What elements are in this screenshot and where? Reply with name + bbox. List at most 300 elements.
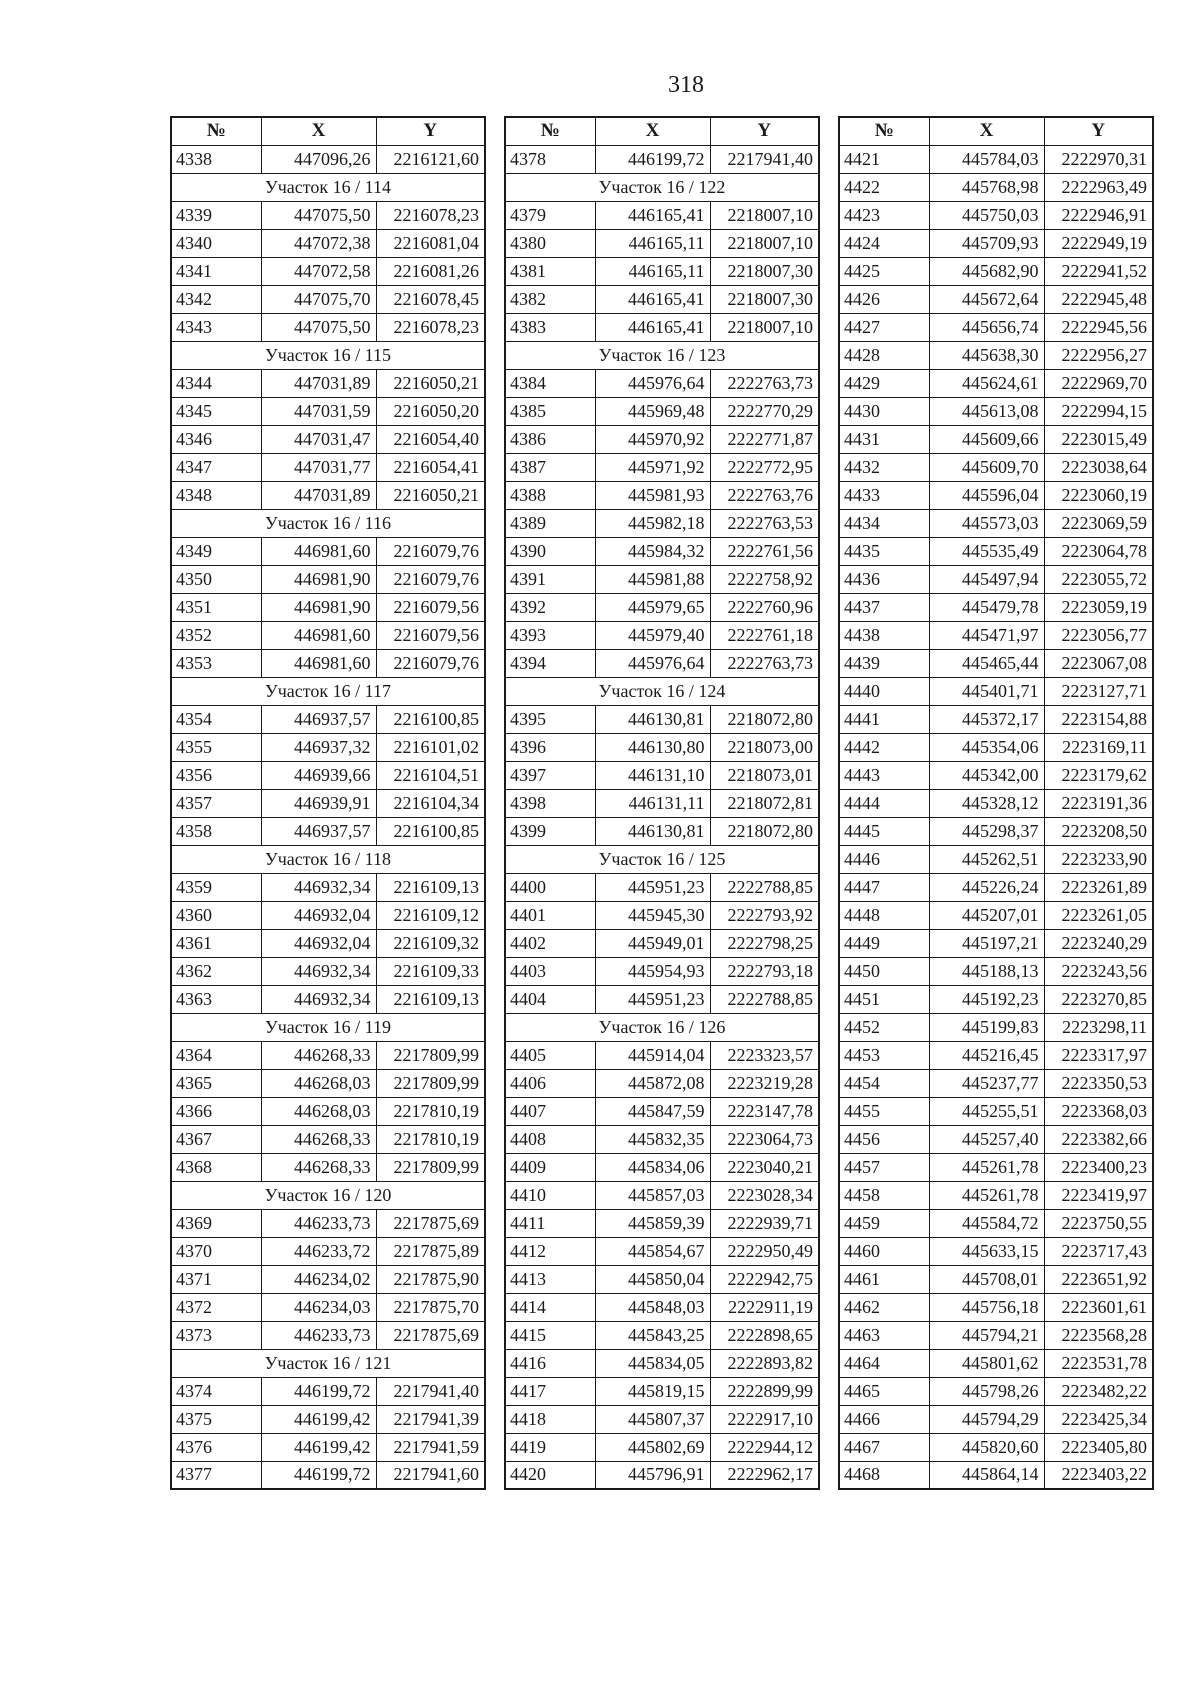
point-number-cell: 4340 xyxy=(171,229,261,257)
y-coordinate-cell: 2216101,02 xyxy=(376,733,485,761)
y-coordinate-cell: 2223208,50 xyxy=(1044,817,1153,845)
point-number-cell: 4362 xyxy=(171,957,261,985)
point-number-cell: 4462 xyxy=(839,1293,929,1321)
table-row xyxy=(839,817,1153,845)
y-coordinate-cell: 2222942,75 xyxy=(710,1265,819,1293)
table-row xyxy=(839,1181,1153,1209)
x-coordinate-cell: 445750,03 xyxy=(929,201,1044,229)
y-coordinate-cell: 2223243,56 xyxy=(1044,957,1153,985)
y-coordinate-cell: 2218007,10 xyxy=(710,229,819,257)
point-number-cell: 4345 xyxy=(171,397,261,425)
x-coordinate-cell: 445633,15 xyxy=(929,1237,1044,1265)
y-coordinate-cell: 2216109,13 xyxy=(376,873,485,901)
point-number-cell: 4385 xyxy=(505,397,595,425)
table-row xyxy=(171,929,485,957)
x-coordinate-cell: 445982,18 xyxy=(595,509,710,537)
header-y: Y xyxy=(710,117,819,145)
table-header-row xyxy=(171,117,485,145)
x-coordinate-cell: 445794,21 xyxy=(929,1321,1044,1349)
x-coordinate-cell: 447072,38 xyxy=(261,229,376,257)
x-coordinate-cell: 445471,97 xyxy=(929,621,1044,649)
table-row xyxy=(839,453,1153,481)
point-number-cell: 4390 xyxy=(505,537,595,565)
point-number-cell: 4369 xyxy=(171,1209,261,1237)
table-row xyxy=(505,1405,819,1433)
header-number: № xyxy=(839,117,929,145)
section-row xyxy=(171,173,485,201)
x-coordinate-cell: 446130,81 xyxy=(595,817,710,845)
x-coordinate-cell: 447075,70 xyxy=(261,285,376,313)
y-coordinate-cell: 2217875,90 xyxy=(376,1265,485,1293)
table-row xyxy=(171,565,485,593)
point-number-cell: 4349 xyxy=(171,537,261,565)
point-number-cell: 4387 xyxy=(505,453,595,481)
table-row xyxy=(839,705,1153,733)
x-coordinate-cell: 447031,89 xyxy=(261,369,376,397)
table-row xyxy=(505,481,819,509)
table-row xyxy=(171,901,485,929)
y-coordinate-cell: 2216050,21 xyxy=(376,481,485,509)
y-coordinate-cell: 2216078,45 xyxy=(376,285,485,313)
point-number-cell: 4388 xyxy=(505,481,595,509)
point-number-cell: 4404 xyxy=(505,985,595,1013)
y-coordinate-cell: 2223482,22 xyxy=(1044,1377,1153,1405)
table-row xyxy=(839,1013,1153,1041)
y-coordinate-cell: 2216104,51 xyxy=(376,761,485,789)
y-coordinate-cell: 2217941,39 xyxy=(376,1405,485,1433)
section-row xyxy=(171,509,485,537)
x-coordinate-cell: 445768,98 xyxy=(929,173,1044,201)
x-coordinate-cell: 445949,01 xyxy=(595,929,710,957)
x-coordinate-cell: 445638,30 xyxy=(929,341,1044,369)
x-coordinate-cell: 446932,34 xyxy=(261,957,376,985)
table-row xyxy=(505,901,819,929)
table-row xyxy=(505,733,819,761)
x-coordinate-cell: 445613,08 xyxy=(929,397,1044,425)
table-row xyxy=(171,1433,485,1461)
point-number-cell: 4384 xyxy=(505,369,595,397)
point-number-cell: 4341 xyxy=(171,257,261,285)
point-number-cell: 4449 xyxy=(839,929,929,957)
table-row xyxy=(171,1097,485,1125)
point-number-cell: 4415 xyxy=(505,1321,595,1349)
table-row xyxy=(505,229,819,257)
x-coordinate-cell: 445479,78 xyxy=(929,593,1044,621)
x-coordinate-cell: 445624,61 xyxy=(929,369,1044,397)
point-number-cell: 4343 xyxy=(171,313,261,341)
x-coordinate-cell: 445257,40 xyxy=(929,1125,1044,1153)
x-coordinate-cell: 445682,90 xyxy=(929,257,1044,285)
table-row xyxy=(505,789,819,817)
point-number-cell: 4409 xyxy=(505,1153,595,1181)
table-row xyxy=(839,1405,1153,1433)
table-row xyxy=(839,985,1153,1013)
x-coordinate-cell: 445857,03 xyxy=(595,1181,710,1209)
y-coordinate-cell: 2217875,70 xyxy=(376,1293,485,1321)
point-number-cell: 4358 xyxy=(171,817,261,845)
point-number-cell: 4370 xyxy=(171,1237,261,1265)
point-number-cell: 4373 xyxy=(171,1321,261,1349)
table-row xyxy=(171,593,485,621)
x-coordinate-cell: 446131,11 xyxy=(595,789,710,817)
table-row xyxy=(505,1125,819,1153)
table-row xyxy=(839,565,1153,593)
x-coordinate-cell: 445584,72 xyxy=(929,1209,1044,1237)
table-row xyxy=(171,761,485,789)
point-number-cell: 4392 xyxy=(505,593,595,621)
table-row xyxy=(505,593,819,621)
y-coordinate-cell: 2217875,69 xyxy=(376,1209,485,1237)
y-coordinate-cell: 2223038,64 xyxy=(1044,453,1153,481)
x-coordinate-cell: 446939,91 xyxy=(261,789,376,817)
y-coordinate-cell: 2222763,53 xyxy=(710,509,819,537)
y-coordinate-cell: 2223717,43 xyxy=(1044,1237,1153,1265)
x-coordinate-cell: 446937,57 xyxy=(261,817,376,845)
point-number-cell: 4441 xyxy=(839,705,929,733)
x-coordinate-cell: 446199,42 xyxy=(261,1405,376,1433)
table-row xyxy=(839,537,1153,565)
point-number-cell: 4454 xyxy=(839,1069,929,1097)
table-row xyxy=(839,929,1153,957)
point-number-cell: 4431 xyxy=(839,425,929,453)
x-coordinate-cell: 445850,04 xyxy=(595,1265,710,1293)
table-row xyxy=(505,1153,819,1181)
x-coordinate-cell: 445984,32 xyxy=(595,537,710,565)
table-row xyxy=(839,341,1153,369)
table-row xyxy=(839,789,1153,817)
table-row xyxy=(505,705,819,733)
point-number-cell: 4374 xyxy=(171,1377,261,1405)
x-coordinate-cell: 446199,72 xyxy=(595,145,710,173)
y-coordinate-cell: 2223419,97 xyxy=(1044,1181,1153,1209)
point-number-cell: 4460 xyxy=(839,1237,929,1265)
y-coordinate-cell: 2216050,21 xyxy=(376,369,485,397)
y-coordinate-cell: 2217875,89 xyxy=(376,1237,485,1265)
table-row xyxy=(171,649,485,677)
y-coordinate-cell: 2217809,99 xyxy=(376,1153,485,1181)
x-coordinate-cell: 446233,73 xyxy=(261,1321,376,1349)
x-coordinate-cell: 445832,35 xyxy=(595,1125,710,1153)
table-row xyxy=(839,1237,1153,1265)
y-coordinate-cell: 2222963,49 xyxy=(1044,173,1153,201)
point-number-cell: 4353 xyxy=(171,649,261,677)
x-coordinate-cell: 446981,60 xyxy=(261,537,376,565)
table-row xyxy=(505,1237,819,1265)
x-coordinate-cell: 445914,04 xyxy=(595,1041,710,1069)
x-coordinate-cell: 446981,90 xyxy=(261,565,376,593)
table-row xyxy=(505,201,819,229)
y-coordinate-cell: 2223059,19 xyxy=(1044,593,1153,621)
point-number-cell: 4401 xyxy=(505,901,595,929)
table-row xyxy=(839,1069,1153,1097)
y-coordinate-cell: 2222917,10 xyxy=(710,1405,819,1433)
x-coordinate-cell: 445328,12 xyxy=(929,789,1044,817)
x-coordinate-cell: 445708,01 xyxy=(929,1265,1044,1293)
section-row xyxy=(505,845,819,873)
y-coordinate-cell: 2223601,61 xyxy=(1044,1293,1153,1321)
point-number-cell: 4348 xyxy=(171,481,261,509)
x-coordinate-cell: 447075,50 xyxy=(261,313,376,341)
table-row xyxy=(839,733,1153,761)
table-row xyxy=(505,1209,819,1237)
x-coordinate-cell: 446165,11 xyxy=(595,257,710,285)
x-coordinate-cell: 446932,04 xyxy=(261,901,376,929)
x-coordinate-cell: 445970,92 xyxy=(595,425,710,453)
section-label: Участок 16 / 126 xyxy=(505,1013,819,1041)
table-row xyxy=(505,145,819,173)
point-number-cell: 4371 xyxy=(171,1265,261,1293)
table-row xyxy=(839,425,1153,453)
point-number-cell: 4464 xyxy=(839,1349,929,1377)
header-x: X xyxy=(261,117,376,145)
table-row xyxy=(839,229,1153,257)
y-coordinate-cell: 2223403,22 xyxy=(1044,1461,1153,1489)
x-coordinate-cell: 446233,73 xyxy=(261,1209,376,1237)
x-coordinate-cell: 446939,66 xyxy=(261,761,376,789)
y-coordinate-cell: 2216100,85 xyxy=(376,705,485,733)
y-coordinate-cell: 2223127,71 xyxy=(1044,677,1153,705)
table-row xyxy=(171,1377,485,1405)
x-coordinate-cell: 447096,26 xyxy=(261,145,376,173)
section-row xyxy=(171,1013,485,1041)
x-coordinate-cell: 445709,93 xyxy=(929,229,1044,257)
table-row xyxy=(839,1433,1153,1461)
table-row xyxy=(171,1405,485,1433)
y-coordinate-cell: 2216079,76 xyxy=(376,537,485,565)
point-number-cell: 4407 xyxy=(505,1097,595,1125)
y-coordinate-cell: 2223400,23 xyxy=(1044,1153,1153,1181)
point-number-cell: 4446 xyxy=(839,845,929,873)
table-row xyxy=(171,481,485,509)
x-coordinate-cell: 445859,39 xyxy=(595,1209,710,1237)
y-coordinate-cell: 2216054,41 xyxy=(376,453,485,481)
point-number-cell: 4424 xyxy=(839,229,929,257)
x-coordinate-cell: 446932,34 xyxy=(261,873,376,901)
point-number-cell: 4458 xyxy=(839,1181,929,1209)
x-coordinate-cell: 446234,02 xyxy=(261,1265,376,1293)
point-number-cell: 4456 xyxy=(839,1125,929,1153)
x-coordinate-cell: 445807,37 xyxy=(595,1405,710,1433)
header-number: № xyxy=(171,117,261,145)
table-row xyxy=(171,705,485,733)
y-coordinate-cell: 2217809,99 xyxy=(376,1041,485,1069)
point-number-cell: 4421 xyxy=(839,145,929,173)
y-coordinate-cell: 2218072,80 xyxy=(710,705,819,733)
point-number-cell: 4417 xyxy=(505,1377,595,1405)
point-number-cell: 4443 xyxy=(839,761,929,789)
x-coordinate-cell: 446130,80 xyxy=(595,733,710,761)
point-number-cell: 4350 xyxy=(171,565,261,593)
y-coordinate-cell: 2223055,72 xyxy=(1044,565,1153,593)
table-row xyxy=(171,1321,485,1349)
y-coordinate-cell: 2222760,96 xyxy=(710,593,819,621)
y-coordinate-cell: 2222793,92 xyxy=(710,901,819,929)
point-number-cell: 4455 xyxy=(839,1097,929,1125)
y-coordinate-cell: 2216079,56 xyxy=(376,621,485,649)
point-number-cell: 4408 xyxy=(505,1125,595,1153)
x-coordinate-cell: 446233,72 xyxy=(261,1237,376,1265)
x-coordinate-cell: 446981,60 xyxy=(261,621,376,649)
section-label: Участок 16 / 116 xyxy=(171,509,485,537)
y-coordinate-cell: 2217875,69 xyxy=(376,1321,485,1349)
y-coordinate-cell: 2222772,95 xyxy=(710,453,819,481)
table-row xyxy=(839,1265,1153,1293)
x-coordinate-cell: 445969,48 xyxy=(595,397,710,425)
y-coordinate-cell: 2216109,13 xyxy=(376,985,485,1013)
point-number-cell: 4437 xyxy=(839,593,929,621)
y-coordinate-cell: 2222911,19 xyxy=(710,1293,819,1321)
table-row xyxy=(839,1153,1153,1181)
point-number-cell: 4419 xyxy=(505,1433,595,1461)
section-row xyxy=(171,845,485,873)
y-coordinate-cell: 2217810,19 xyxy=(376,1125,485,1153)
point-number-cell: 4393 xyxy=(505,621,595,649)
point-number-cell: 4405 xyxy=(505,1041,595,1069)
section-row xyxy=(505,341,819,369)
x-coordinate-cell: 446165,41 xyxy=(595,201,710,229)
point-number-cell: 4355 xyxy=(171,733,261,761)
x-coordinate-cell: 446932,04 xyxy=(261,929,376,957)
y-coordinate-cell: 2216081,26 xyxy=(376,257,485,285)
section-row xyxy=(505,1013,819,1041)
point-number-cell: 4364 xyxy=(171,1041,261,1069)
point-number-cell: 4378 xyxy=(505,145,595,173)
table-row xyxy=(171,201,485,229)
point-number-cell: 4466 xyxy=(839,1405,929,1433)
y-coordinate-cell: 2223015,49 xyxy=(1044,425,1153,453)
x-coordinate-cell: 445573,03 xyxy=(929,509,1044,537)
section-label: Участок 16 / 115 xyxy=(171,341,485,369)
point-number-cell: 4381 xyxy=(505,257,595,285)
x-coordinate-cell: 445872,08 xyxy=(595,1069,710,1097)
x-coordinate-cell: 446165,41 xyxy=(595,313,710,341)
point-number-cell: 4346 xyxy=(171,425,261,453)
coordinates-table-3 xyxy=(838,116,1154,1490)
header-x: X xyxy=(595,117,710,145)
table-row xyxy=(171,285,485,313)
point-number-cell: 4339 xyxy=(171,201,261,229)
y-coordinate-cell: 2217810,19 xyxy=(376,1097,485,1125)
x-coordinate-cell: 446199,42 xyxy=(261,1433,376,1461)
point-number-cell: 4352 xyxy=(171,621,261,649)
point-number-cell: 4411 xyxy=(505,1209,595,1237)
y-coordinate-cell: 2217941,40 xyxy=(376,1377,485,1405)
x-coordinate-cell: 445237,77 xyxy=(929,1069,1044,1097)
x-coordinate-cell: 445255,51 xyxy=(929,1097,1044,1125)
y-coordinate-cell: 2216079,56 xyxy=(376,593,485,621)
table-row xyxy=(171,1125,485,1153)
table-row xyxy=(171,229,485,257)
table-row xyxy=(839,1293,1153,1321)
point-number-cell: 4433 xyxy=(839,481,929,509)
x-coordinate-cell: 445864,14 xyxy=(929,1461,1044,1489)
table-row xyxy=(505,1265,819,1293)
y-coordinate-cell: 2223169,11 xyxy=(1044,733,1153,761)
x-coordinate-cell: 445756,18 xyxy=(929,1293,1044,1321)
point-number-cell: 4359 xyxy=(171,873,261,901)
table-row xyxy=(839,957,1153,985)
y-coordinate-cell: 2222763,73 xyxy=(710,649,819,677)
y-coordinate-cell: 2222761,18 xyxy=(710,621,819,649)
y-coordinate-cell: 2223056,77 xyxy=(1044,621,1153,649)
point-number-cell: 4414 xyxy=(505,1293,595,1321)
table-row xyxy=(839,481,1153,509)
y-coordinate-cell: 2222939,71 xyxy=(710,1209,819,1237)
table-row xyxy=(505,509,819,537)
x-coordinate-cell: 445465,44 xyxy=(929,649,1044,677)
table-row xyxy=(839,845,1153,873)
x-coordinate-cell: 445497,94 xyxy=(929,565,1044,593)
table-row xyxy=(171,733,485,761)
y-coordinate-cell: 2217941,59 xyxy=(376,1433,485,1461)
table-row xyxy=(171,145,485,173)
x-coordinate-cell: 445945,30 xyxy=(595,901,710,929)
y-coordinate-cell: 2218007,30 xyxy=(710,257,819,285)
point-number-cell: 4398 xyxy=(505,789,595,817)
point-number-cell: 4357 xyxy=(171,789,261,817)
table-row xyxy=(505,1349,819,1377)
table-row xyxy=(505,1461,819,1489)
x-coordinate-cell: 445609,70 xyxy=(929,453,1044,481)
x-coordinate-cell: 445834,06 xyxy=(595,1153,710,1181)
x-coordinate-cell: 446234,03 xyxy=(261,1293,376,1321)
y-coordinate-cell: 2222898,65 xyxy=(710,1321,819,1349)
x-coordinate-cell: 446130,81 xyxy=(595,705,710,733)
x-coordinate-cell: 445672,64 xyxy=(929,285,1044,313)
x-coordinate-cell: 447072,58 xyxy=(261,257,376,285)
table-row xyxy=(505,425,819,453)
point-number-cell: 4453 xyxy=(839,1041,929,1069)
table-header-row xyxy=(839,117,1153,145)
point-number-cell: 4366 xyxy=(171,1097,261,1125)
section-label: Участок 16 / 125 xyxy=(505,845,819,873)
x-coordinate-cell: 446131,10 xyxy=(595,761,710,789)
point-number-cell: 4354 xyxy=(171,705,261,733)
x-coordinate-cell: 447075,50 xyxy=(261,201,376,229)
table-row xyxy=(839,1377,1153,1405)
point-number-cell: 4365 xyxy=(171,1069,261,1097)
table-row xyxy=(839,901,1153,929)
y-coordinate-cell: 2222941,52 xyxy=(1044,257,1153,285)
y-coordinate-cell: 2216104,34 xyxy=(376,789,485,817)
x-coordinate-cell: 445979,65 xyxy=(595,593,710,621)
y-coordinate-cell: 2223191,36 xyxy=(1044,789,1153,817)
point-number-cell: 4430 xyxy=(839,397,929,425)
table-row xyxy=(839,593,1153,621)
y-coordinate-cell: 2223568,28 xyxy=(1044,1321,1153,1349)
point-number-cell: 4397 xyxy=(505,761,595,789)
y-coordinate-cell: 2216109,32 xyxy=(376,929,485,957)
x-coordinate-cell: 445976,64 xyxy=(595,369,710,397)
point-number-cell: 4438 xyxy=(839,621,929,649)
section-row xyxy=(171,1181,485,1209)
table-row xyxy=(171,957,485,985)
table-row xyxy=(839,313,1153,341)
section-label: Участок 16 / 114 xyxy=(171,173,485,201)
x-coordinate-cell: 445981,88 xyxy=(595,565,710,593)
x-coordinate-cell: 445796,91 xyxy=(595,1461,710,1489)
table-row xyxy=(839,621,1153,649)
y-coordinate-cell: 2217809,99 xyxy=(376,1069,485,1097)
section-label: Участок 16 / 122 xyxy=(505,173,819,201)
point-number-cell: 4399 xyxy=(505,817,595,845)
point-number-cell: 4368 xyxy=(171,1153,261,1181)
point-number-cell: 4468 xyxy=(839,1461,929,1489)
point-number-cell: 4435 xyxy=(839,537,929,565)
table-row xyxy=(171,397,485,425)
x-coordinate-cell: 445262,51 xyxy=(929,845,1044,873)
point-number-cell: 4425 xyxy=(839,257,929,285)
